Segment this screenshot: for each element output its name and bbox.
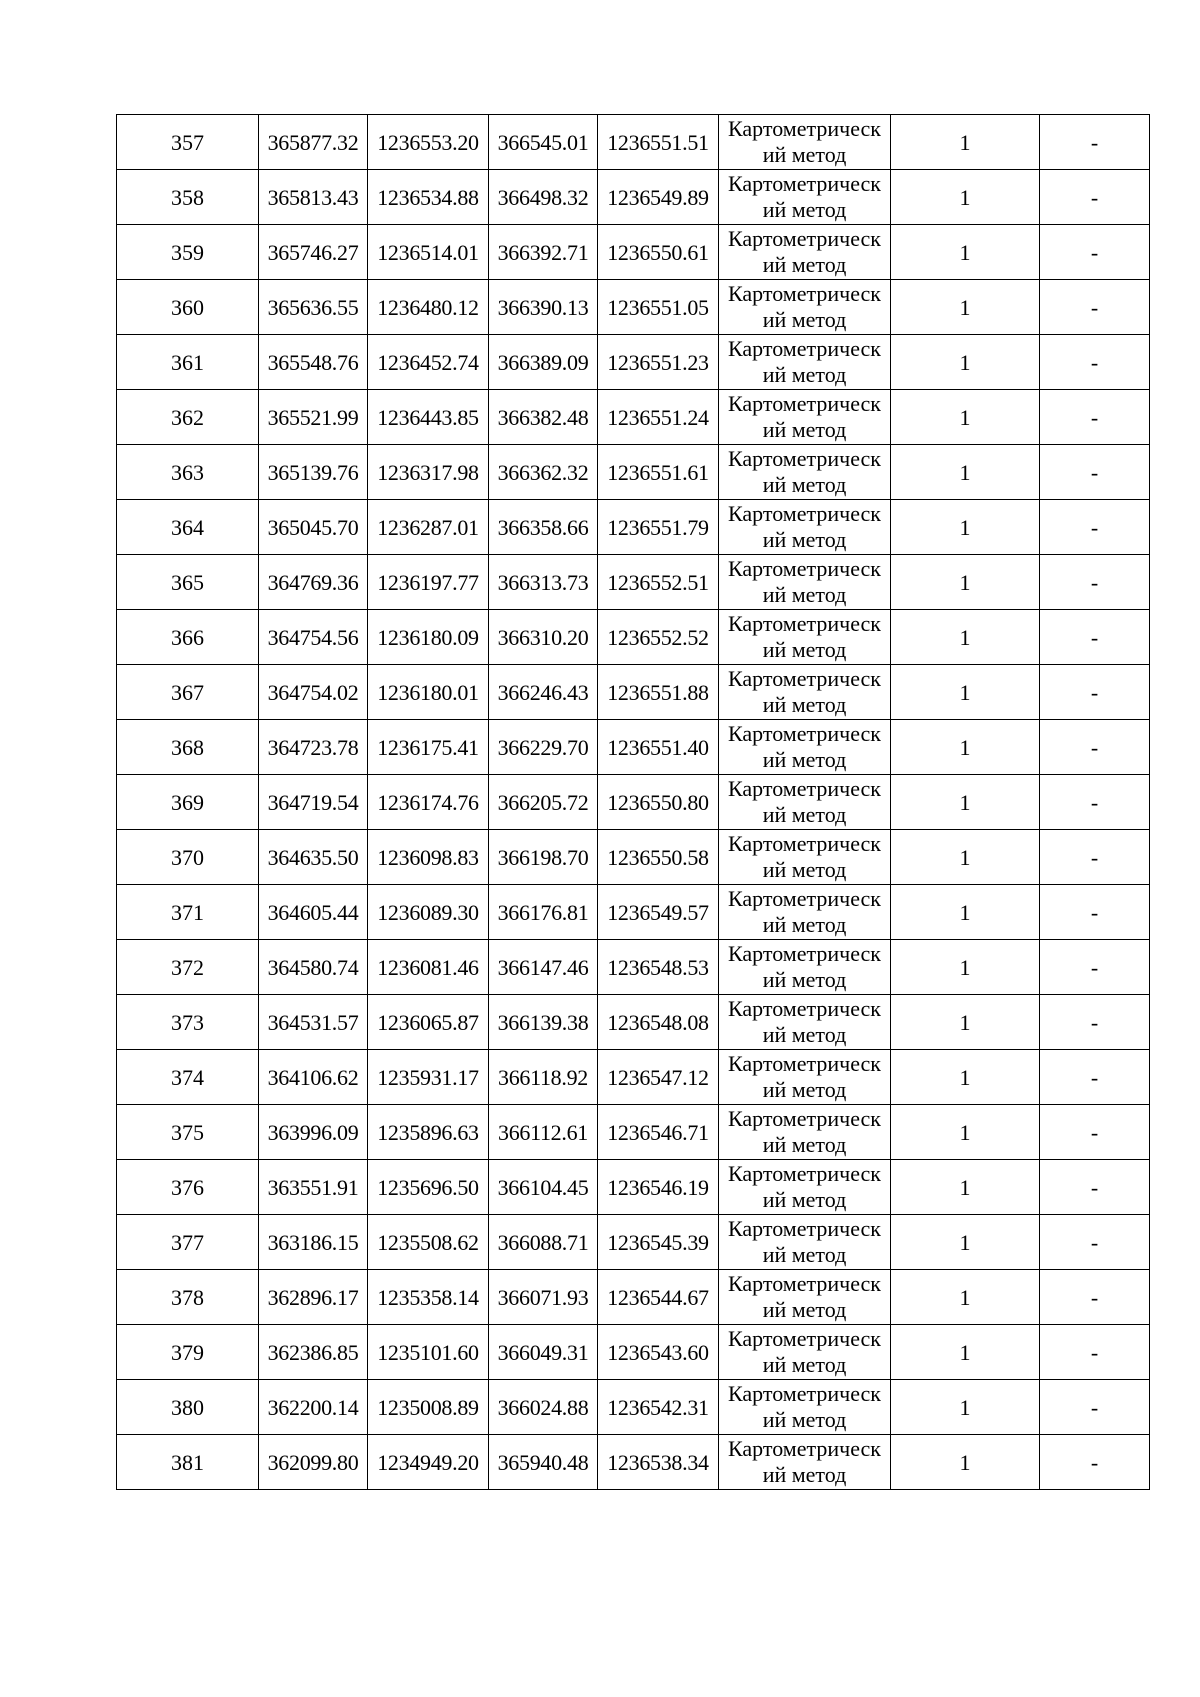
x-coordinate-2-cell: 366088.71 (489, 1215, 598, 1270)
y-coordinate-cell: 1235896.63 (368, 1105, 489, 1160)
accuracy-cell: 1 (891, 280, 1040, 335)
method-text-line-1: Картометрическ (728, 666, 881, 691)
x-coordinate-2-cell: 366147.46 (489, 940, 598, 995)
y-coordinate-cell: 1236443.85 (368, 390, 489, 445)
method-text-line-1: Картометрическ (728, 611, 881, 636)
y-coordinate-cell: 1236065.87 (368, 995, 489, 1050)
method-cell (719, 500, 891, 555)
note-cell: - (1040, 1215, 1150, 1270)
method-text-line-2: ий метод (762, 582, 847, 607)
point-number-cell: 364 (117, 500, 259, 555)
accuracy-cell: 1 (891, 1325, 1040, 1380)
method-text-line-1: Картометрическ (728, 776, 881, 801)
accuracy-cell: 1 (891, 665, 1040, 720)
method-cell (719, 1050, 891, 1105)
method-cell (719, 115, 891, 170)
y-coordinate-cell: 1236175.41 (368, 720, 489, 775)
y-coordinate-cell: 1236197.77 (368, 555, 489, 610)
note-cell: - (1040, 1380, 1150, 1435)
y-coordinate-cell: 1235101.60 (368, 1325, 489, 1380)
point-number-cell: 368 (117, 720, 259, 775)
point-number-cell: 358 (117, 170, 259, 225)
x-coordinate-cell: 364605.44 (259, 885, 368, 940)
point-number-cell: 380 (117, 1380, 259, 1435)
method-cell (719, 885, 891, 940)
table-row (117, 280, 1150, 335)
x-coordinate-cell: 365877.32 (259, 115, 368, 170)
method-text-line-2: ий метод (762, 142, 847, 167)
method-cell (719, 775, 891, 830)
accuracy-cell: 1 (891, 775, 1040, 830)
note-cell: - (1040, 1050, 1150, 1105)
x-coordinate-2-cell: 366310.20 (489, 610, 598, 665)
point-number-cell: 359 (117, 225, 259, 280)
x-coordinate-2-cell: 366362.32 (489, 445, 598, 500)
x-coordinate-cell: 365813.43 (259, 170, 368, 225)
x-coordinate-cell: 365139.76 (259, 445, 368, 500)
table-row (117, 665, 1150, 720)
x-coordinate-2-cell: 366071.93 (489, 1270, 598, 1325)
table-row (117, 555, 1150, 610)
x-coordinate-2-cell: 366024.88 (489, 1380, 598, 1435)
y-coordinate-2-cell: 1236542.31 (598, 1380, 719, 1435)
accuracy-cell: 1 (891, 1160, 1040, 1215)
method-cell (719, 1160, 891, 1215)
x-coordinate-2-cell: 366176.81 (489, 885, 598, 940)
accuracy-cell: 1 (891, 720, 1040, 775)
note-cell: - (1040, 775, 1150, 830)
x-coordinate-2-cell: 366389.09 (489, 335, 598, 390)
point-number-cell: 373 (117, 995, 259, 1050)
x-coordinate-cell: 364754.02 (259, 665, 368, 720)
point-number-cell: 369 (117, 775, 259, 830)
method-text-line-2: ий метод (762, 527, 847, 552)
x-coordinate-2-cell: 366049.31 (489, 1325, 598, 1380)
x-coordinate-2-cell: 366545.01 (489, 115, 598, 170)
accuracy-cell: 1 (891, 1105, 1040, 1160)
note-cell: - (1040, 555, 1150, 610)
point-number-cell: 357 (117, 115, 259, 170)
y-coordinate-cell: 1236174.76 (368, 775, 489, 830)
method-text-line-2: ий метод (762, 1187, 847, 1212)
accuracy-cell: 1 (891, 885, 1040, 940)
x-coordinate-cell: 364723.78 (259, 720, 368, 775)
point-number-cell: 362 (117, 390, 259, 445)
note-cell: - (1040, 940, 1150, 995)
method-text-line-1: Картометрическ (728, 171, 881, 196)
y-coordinate-cell: 1236534.88 (368, 170, 489, 225)
x-coordinate-2-cell: 366205.72 (489, 775, 598, 830)
x-coordinate-2-cell: 366313.73 (489, 555, 598, 610)
y-coordinate-cell: 1236514.01 (368, 225, 489, 280)
y-coordinate-2-cell: 1236551.23 (598, 335, 719, 390)
method-cell (719, 1435, 891, 1490)
method-cell (719, 610, 891, 665)
point-number-cell: 360 (117, 280, 259, 335)
point-number-cell: 372 (117, 940, 259, 995)
note-cell: - (1040, 445, 1150, 500)
method-text-line-1: Картометрическ (728, 831, 881, 856)
x-coordinate-cell: 363186.15 (259, 1215, 368, 1270)
method-text-line-1: Картометрическ (728, 1381, 881, 1406)
method-text-line-2: ий метод (762, 692, 847, 717)
table-body (117, 115, 1150, 1490)
accuracy-cell: 1 (891, 995, 1040, 1050)
x-coordinate-cell: 363996.09 (259, 1105, 368, 1160)
table-row (117, 1105, 1150, 1160)
x-coordinate-cell: 364531.57 (259, 995, 368, 1050)
y-coordinate-2-cell: 1236551.24 (598, 390, 719, 445)
y-coordinate-2-cell: 1236548.53 (598, 940, 719, 995)
method-text-line-2: ий метод (762, 1407, 847, 1432)
table-row (117, 390, 1150, 445)
accuracy-cell: 1 (891, 1215, 1040, 1270)
point-number-cell: 361 (117, 335, 259, 390)
x-coordinate-cell: 362200.14 (259, 1380, 368, 1435)
method-cell (719, 390, 891, 445)
x-coordinate-2-cell: 366358.66 (489, 500, 598, 555)
method-text-line-2: ий метод (762, 362, 847, 387)
method-text-line-1: Картометрическ (728, 501, 881, 526)
method-cell (719, 1215, 891, 1270)
note-cell: - (1040, 665, 1150, 720)
y-coordinate-2-cell: 1236552.52 (598, 610, 719, 665)
y-coordinate-cell: 1235931.17 (368, 1050, 489, 1105)
note-cell: - (1040, 225, 1150, 280)
method-text-line-2: ий метод (762, 1297, 847, 1322)
x-coordinate-cell: 364106.62 (259, 1050, 368, 1105)
accuracy-cell: 1 (891, 555, 1040, 610)
table-row (117, 445, 1150, 500)
method-cell (719, 170, 891, 225)
method-text-line-1: Картометрическ (728, 721, 881, 746)
note-cell: - (1040, 610, 1150, 665)
note-cell: - (1040, 720, 1150, 775)
accuracy-cell: 1 (891, 1380, 1040, 1435)
x-coordinate-2-cell: 366112.61 (489, 1105, 598, 1160)
method-cell (719, 1105, 891, 1160)
x-coordinate-cell: 362896.17 (259, 1270, 368, 1325)
y-coordinate-cell: 1236098.83 (368, 830, 489, 885)
table-row (117, 500, 1150, 555)
note-cell: - (1040, 170, 1150, 225)
method-text-line-2: ий метод (762, 417, 847, 442)
table-row (117, 1160, 1150, 1215)
method-text-line-1: Картометрическ (728, 1106, 881, 1131)
method-text-line-2: ий метод (762, 472, 847, 497)
y-coordinate-2-cell: 1236550.61 (598, 225, 719, 280)
table-row (117, 115, 1150, 170)
method-cell (719, 335, 891, 390)
y-coordinate-cell: 1236553.20 (368, 115, 489, 170)
method-text-line-1: Картометрическ (728, 281, 881, 306)
method-text-line-1: Картометрическ (728, 336, 881, 361)
y-coordinate-cell: 1236452.74 (368, 335, 489, 390)
table-row (117, 1270, 1150, 1325)
table-row (117, 830, 1150, 885)
method-text-line-1: Картометрическ (728, 391, 881, 416)
method-text-line-2: ий метод (762, 1077, 847, 1102)
x-coordinate-cell: 365746.27 (259, 225, 368, 280)
method-text-line-1: Картометрическ (728, 556, 881, 581)
point-number-cell: 375 (117, 1105, 259, 1160)
point-number-cell: 378 (117, 1270, 259, 1325)
table-row (117, 775, 1150, 830)
note-cell: - (1040, 995, 1150, 1050)
method-text-line-2: ий метод (762, 252, 847, 277)
method-cell (719, 995, 891, 1050)
x-coordinate-2-cell: 366139.38 (489, 995, 598, 1050)
y-coordinate-cell: 1236480.12 (368, 280, 489, 335)
y-coordinate-2-cell: 1236550.80 (598, 775, 719, 830)
method-text-line-2: ий метод (762, 857, 847, 882)
y-coordinate-2-cell: 1236538.34 (598, 1435, 719, 1490)
y-coordinate-2-cell: 1236548.08 (598, 995, 719, 1050)
method-cell (719, 1270, 891, 1325)
note-cell: - (1040, 1270, 1150, 1325)
method-text-line-2: ий метод (762, 802, 847, 827)
point-number-cell: 377 (117, 1215, 259, 1270)
y-coordinate-2-cell: 1236549.57 (598, 885, 719, 940)
y-coordinate-cell: 1236089.30 (368, 885, 489, 940)
table-row (117, 335, 1150, 390)
method-cell (719, 720, 891, 775)
method-text-line-1: Картометрическ (728, 1161, 881, 1186)
y-coordinate-2-cell: 1236551.61 (598, 445, 719, 500)
method-cell (719, 1380, 891, 1435)
y-coordinate-2-cell: 1236552.51 (598, 555, 719, 610)
method-text-line-2: ий метод (762, 197, 847, 222)
x-coordinate-2-cell: 366118.92 (489, 1050, 598, 1105)
method-text-line-2: ий метод (762, 637, 847, 662)
note-cell: - (1040, 280, 1150, 335)
y-coordinate-cell: 1235696.50 (368, 1160, 489, 1215)
x-coordinate-2-cell: 366392.71 (489, 225, 598, 280)
table-row (117, 1325, 1150, 1380)
method-text-line-2: ий метод (762, 1022, 847, 1047)
point-number-cell: 367 (117, 665, 259, 720)
method-text-line-1: Картометрическ (728, 886, 881, 911)
method-text-line-2: ий метод (762, 307, 847, 332)
method-text-line-1: Картометрическ (728, 1436, 881, 1461)
table-row (117, 225, 1150, 280)
y-coordinate-cell: 1236081.46 (368, 940, 489, 995)
table-row (117, 885, 1150, 940)
x-coordinate-cell: 365045.70 (259, 500, 368, 555)
y-coordinate-cell: 1236180.09 (368, 610, 489, 665)
table-row (117, 1050, 1150, 1105)
note-cell: - (1040, 1105, 1150, 1160)
point-number-cell: 366 (117, 610, 259, 665)
note-cell: - (1040, 1325, 1150, 1380)
method-text-line-2: ий метод (762, 1132, 847, 1157)
x-coordinate-2-cell: 366246.43 (489, 665, 598, 720)
table-row (117, 1435, 1150, 1490)
method-cell (719, 225, 891, 280)
y-coordinate-cell: 1236180.01 (368, 665, 489, 720)
accuracy-cell: 1 (891, 225, 1040, 280)
table-row (117, 170, 1150, 225)
method-cell (719, 1325, 891, 1380)
x-coordinate-cell: 365521.99 (259, 390, 368, 445)
y-coordinate-2-cell: 1236550.58 (598, 830, 719, 885)
point-number-cell: 381 (117, 1435, 259, 1490)
point-number-cell: 371 (117, 885, 259, 940)
x-coordinate-2-cell: 366382.48 (489, 390, 598, 445)
x-coordinate-cell: 364754.56 (259, 610, 368, 665)
method-text-line-2: ий метод (762, 912, 847, 937)
point-number-cell: 374 (117, 1050, 259, 1105)
accuracy-cell: 1 (891, 115, 1040, 170)
note-cell: - (1040, 885, 1150, 940)
table-row (117, 995, 1150, 1050)
method-text-line-2: ий метод (762, 1462, 847, 1487)
accuracy-cell: 1 (891, 1435, 1040, 1490)
x-coordinate-cell: 365636.55 (259, 280, 368, 335)
note-cell: - (1040, 830, 1150, 885)
note-cell: - (1040, 335, 1150, 390)
accuracy-cell: 1 (891, 335, 1040, 390)
coordinates-table (116, 114, 1150, 1490)
method-text-line-1: Картометрическ (728, 116, 881, 141)
y-coordinate-2-cell: 1236543.60 (598, 1325, 719, 1380)
method-text-line-2: ий метод (762, 1242, 847, 1267)
y-coordinate-cell: 1234949.20 (368, 1435, 489, 1490)
method-text-line-1: Картометрическ (728, 941, 881, 966)
y-coordinate-2-cell: 1236551.88 (598, 665, 719, 720)
x-coordinate-cell: 364635.50 (259, 830, 368, 885)
y-coordinate-2-cell: 1236546.19 (598, 1160, 719, 1215)
y-coordinate-2-cell: 1236551.51 (598, 115, 719, 170)
method-text-line-1: Картометрическ (728, 226, 881, 251)
y-coordinate-2-cell: 1236547.12 (598, 1050, 719, 1105)
y-coordinate-cell: 1236317.98 (368, 445, 489, 500)
point-number-cell: 379 (117, 1325, 259, 1380)
x-coordinate-cell: 362099.80 (259, 1435, 368, 1490)
table-row (117, 1215, 1150, 1270)
point-number-cell: 370 (117, 830, 259, 885)
y-coordinate-2-cell: 1236551.05 (598, 280, 719, 335)
method-text-line-1: Картометрическ (728, 1326, 881, 1351)
x-coordinate-cell: 364580.74 (259, 940, 368, 995)
x-coordinate-cell: 365548.76 (259, 335, 368, 390)
accuracy-cell: 1 (891, 830, 1040, 885)
x-coordinate-2-cell: 366498.32 (489, 170, 598, 225)
method-text-line-2: ий метод (762, 967, 847, 992)
method-text-line-1: Картометрическ (728, 1051, 881, 1076)
y-coordinate-cell: 1235508.62 (368, 1215, 489, 1270)
method-text-line-1: Картометрическ (728, 1271, 881, 1296)
method-cell (719, 830, 891, 885)
method-cell (719, 280, 891, 335)
accuracy-cell: 1 (891, 445, 1040, 500)
accuracy-cell: 1 (891, 390, 1040, 445)
y-coordinate-2-cell: 1236546.71 (598, 1105, 719, 1160)
method-cell (719, 940, 891, 995)
x-coordinate-cell: 363551.91 (259, 1160, 368, 1215)
x-coordinate-2-cell: 365940.48 (489, 1435, 598, 1490)
y-coordinate-2-cell: 1236544.67 (598, 1270, 719, 1325)
method-text-line-1: Картометрическ (728, 446, 881, 471)
note-cell: - (1040, 390, 1150, 445)
method-text-line-1: Картометрическ (728, 1216, 881, 1241)
accuracy-cell: 1 (891, 940, 1040, 995)
x-coordinate-2-cell: 366104.45 (489, 1160, 598, 1215)
method-text-line-2: ий метод (762, 1352, 847, 1377)
table-row (117, 720, 1150, 775)
x-coordinate-cell: 364719.54 (259, 775, 368, 830)
point-number-cell: 363 (117, 445, 259, 500)
point-number-cell: 365 (117, 555, 259, 610)
note-cell: - (1040, 115, 1150, 170)
method-cell (719, 665, 891, 720)
table-row (117, 610, 1150, 665)
y-coordinate-cell: 1235358.14 (368, 1270, 489, 1325)
note-cell: - (1040, 500, 1150, 555)
table-row (117, 940, 1150, 995)
accuracy-cell: 1 (891, 170, 1040, 225)
y-coordinate-2-cell: 1236551.40 (598, 720, 719, 775)
accuracy-cell: 1 (891, 1050, 1040, 1105)
method-cell (719, 445, 891, 500)
y-coordinate-2-cell: 1236549.89 (598, 170, 719, 225)
method-cell (719, 555, 891, 610)
x-coordinate-2-cell: 366390.13 (489, 280, 598, 335)
y-coordinate-2-cell: 1236551.79 (598, 500, 719, 555)
y-coordinate-cell: 1236287.01 (368, 500, 489, 555)
method-text-line-2: ий метод (762, 747, 847, 772)
note-cell: - (1040, 1160, 1150, 1215)
y-coordinate-2-cell: 1236545.39 (598, 1215, 719, 1270)
accuracy-cell: 1 (891, 500, 1040, 555)
method-text-line-1: Картометрическ (728, 996, 881, 1021)
note-cell: - (1040, 1435, 1150, 1490)
x-coordinate-2-cell: 366198.70 (489, 830, 598, 885)
table-row (117, 1380, 1150, 1435)
accuracy-cell: 1 (891, 1270, 1040, 1325)
accuracy-cell: 1 (891, 610, 1040, 665)
x-coordinate-2-cell: 366229.70 (489, 720, 598, 775)
y-coordinate-cell: 1235008.89 (368, 1380, 489, 1435)
x-coordinate-cell: 362386.85 (259, 1325, 368, 1380)
x-coordinate-cell: 364769.36 (259, 555, 368, 610)
point-number-cell: 376 (117, 1160, 259, 1215)
